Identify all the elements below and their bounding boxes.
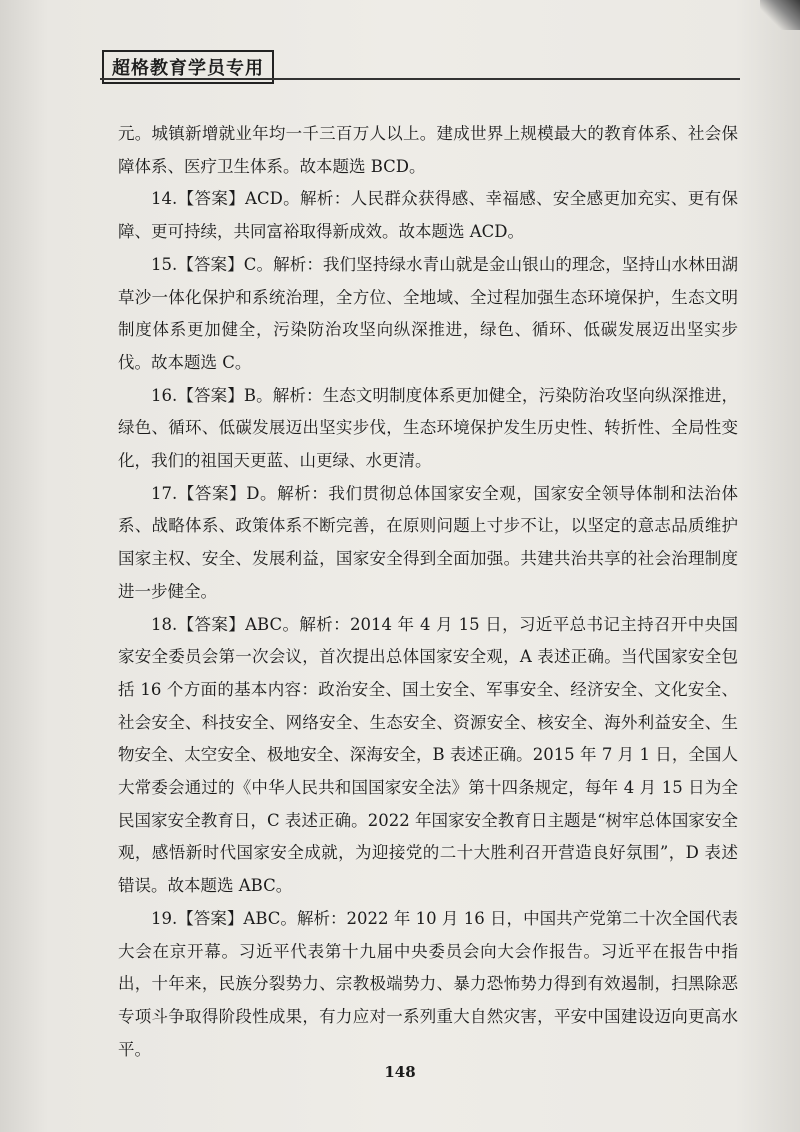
- answer-19: 19.【答案】ABC。解析：2022 年 10 月 16 日，中国共产党第二十次全国代表大会在京开幕。习近平代表第十九届中央委员会向大会作报告。习近平在报告中指出，十年来，民族分裂势力、宗教极端势力、暴力恐怖势力得到有效遏制，扫黑除恶专项斗争取得阶段性成果，有力应对一系列重大自然灾害，平安中国建设迈向更高水平。: [118, 908, 738, 1059]
- document-body: [118, 118, 738, 1066]
- answer-17: 17.【答案】D。解析：我们贯彻总体国家安全观，国家安全领导体制和法治体系、战略体系、政策体系不断完善，在原则问题上寸步不让，以坚定的意志品质维护国家主权、安全、发展利益，国家安全得到全面加强。共建共治共享的社会治理制度进一步健全。: [118, 483, 738, 601]
- answer-14: 14.【答案】ACD。解析：人民群众获得感、幸福感、安全感更加充实、更有保障、更可持续，共同富裕取得新成效。故本题选 ACD。: [118, 189, 738, 242]
- paragraph-continuation: 元。城镇新增就业年均一千三百万人以上。建成世界上规模最大的教育体系、社会保障体系、医疗卫生体系。故本题选 BCD。: [118, 124, 738, 176]
- answer-18: 18.【答案】ABC。解析：2014 年 4 月 15 日，习近平总书记主持召开中央国家安全委员会第一次会议，首次提出总体国家安全观，A 表述正确。当代国家安全包括 16 个方面的基本内容：政治安全、国土安全、军事安全、经济安全、文化安全、社会安全、科技安全、网络安全、生态安全、资源安全、核安全、海外利益安全、生物安全、太空安全、极地安全、深海安全，B 表述正确。2015 年 7 月 1 日，全国人大常委会通过的《中华人民共和国国家安全法》第十四条规定，每年 4 月 15 日为全民国家安全教育日，C 表述正确。2022 年国家安全教育日主题是“树牢总体国家安全观，感悟新时代国家安全成就，为迎接党的二十大胜利召开营造良好氛围”，D 表述错误。故本题选 ABC。: [118, 614, 738, 896]
- answer-16: 16.【答案】B。解析：生态文明制度体系更加健全，污染防治攻坚向纵深推进，绿色、循环、低碳发展迈出坚实步伐，生态环境保护发生历史性、转折性、全局性变化，我们的祖国天更蓝、山更绿、水更清。: [118, 385, 738, 471]
- header-label: 超格教育学员专用: [102, 50, 274, 84]
- answer-15: 15.【答案】C。解析：我们坚持绿水青山就是金山银山的理念，坚持山水林田湖草沙一体化保护和系统治理，全方位、全地域、全过程加强生态环境保护，生态文明制度体系更加健全，污染防治攻坚向纵深推进，绿色、循环、低碳发展迈出坚实步伐。故本题选 C。: [118, 254, 738, 372]
- page-number: 148: [384, 1063, 416, 1081]
- header-divider: [100, 78, 740, 80]
